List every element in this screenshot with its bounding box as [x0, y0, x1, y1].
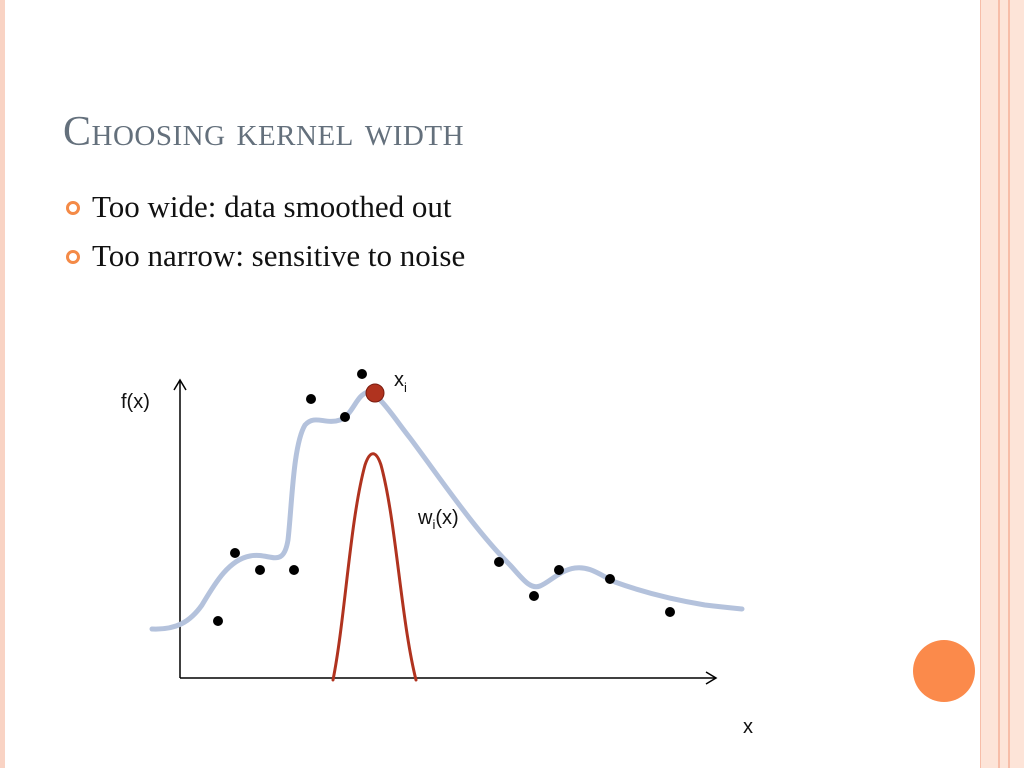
data-point: [306, 394, 316, 404]
data-point: [494, 557, 504, 567]
kernel-label-sub: i: [432, 517, 436, 532]
data-point: [340, 412, 350, 422]
query-label-sub: i: [404, 380, 407, 395]
query-label-base: x: [394, 369, 404, 391]
data-point: [665, 607, 675, 617]
slide-title: Choosing kernel width: [63, 109, 465, 155]
data-point: [605, 574, 615, 584]
data-point: [230, 548, 240, 558]
kernel-label: [417, 507, 459, 532]
data-point: [357, 369, 367, 379]
kernel-label-suffix: (x): [435, 507, 459, 529]
y-axis-label: f(x): [121, 391, 150, 413]
bullet-text: Too narrow: sensitive to noise: [92, 238, 466, 273]
bullet-text: Too wide: data smoothed out: [92, 189, 452, 224]
query-point-label: [394, 369, 407, 395]
data-point: [213, 616, 223, 626]
data-point: [554, 565, 564, 575]
x-axis-label: x: [743, 716, 753, 738]
data-point: [289, 565, 299, 575]
query-point: [366, 384, 384, 402]
kernel-label-base: w: [418, 507, 433, 529]
data-point: [529, 591, 539, 601]
data-point: [255, 565, 265, 575]
kernel-curve: [333, 454, 416, 680]
data-points: [213, 369, 675, 626]
